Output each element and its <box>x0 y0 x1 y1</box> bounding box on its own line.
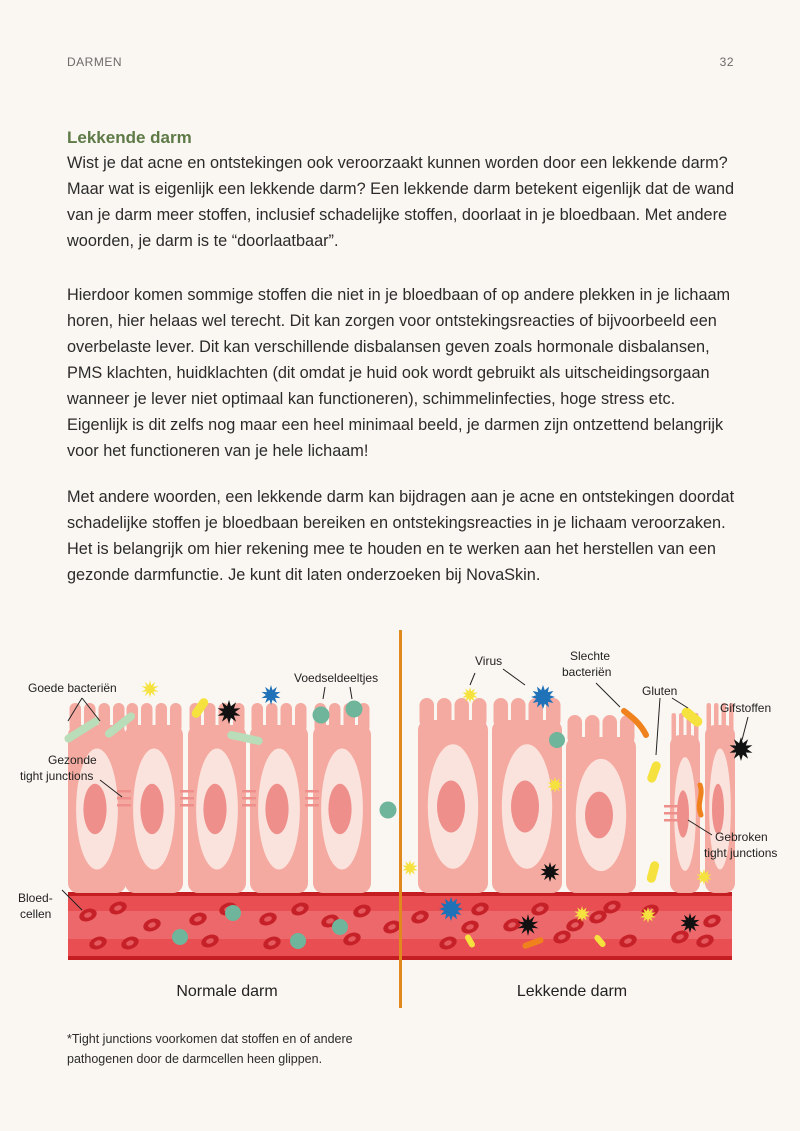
label-healthy-tj-1: Gezonde <box>48 753 97 767</box>
epithelial-cell <box>188 703 246 893</box>
epithelial-cell <box>313 703 371 893</box>
food-particle <box>290 933 306 949</box>
food-particle <box>346 701 363 718</box>
cell-nucleus <box>677 790 689 837</box>
tight-junction <box>305 790 319 793</box>
cell-nucleus <box>265 784 288 834</box>
cell-nucleus <box>83 784 106 834</box>
virus <box>262 685 281 705</box>
label-bad-bacteria-2: bacteriën <box>562 665 612 679</box>
food-particle <box>332 919 348 935</box>
tight-junction <box>180 797 194 800</box>
tight-junction <box>117 797 131 800</box>
label-gluten: Gluten <box>642 684 678 698</box>
gut-illustration <box>0 625 800 1015</box>
label-broken-tj-2: tight junctions <box>704 846 778 860</box>
page-number: 32 <box>719 55 734 69</box>
label-blood-cells-2: cellen <box>20 907 52 921</box>
tight-junction <box>305 797 319 800</box>
tight-junction <box>242 790 256 793</box>
label-bad-bacteria-1: Slechte <box>570 649 611 663</box>
leaky-gut-cells <box>418 698 735 893</box>
cell-nucleus <box>511 781 539 833</box>
paragraph-conclusion: Met andere woorden, een lekkende darm kan bijdragen aan je acne en ontstekingen doordat schadelijke stoffen je bloedbaan bereiken en ontstekingsreacties in je lichaam veroorzaken. Het is belangrijk om hier rekening mee te houden en te werken aan het herstellen van een gezonde darmfunctie. Je kunt dit laten onderzoeken bij NovaSkin. <box>67 488 735 584</box>
epithelial-cell <box>705 703 735 893</box>
footnote-line-1: *Tight junctions voorkomen dat stoffen en of andere <box>67 1032 353 1046</box>
footnote-line-2: pathogenen door de darmcellen heen glippen. <box>67 1052 323 1066</box>
gut-diagram <box>0 625 800 1015</box>
cell-nucleus <box>328 784 351 834</box>
tight-junction <box>242 804 256 807</box>
food-particle <box>225 905 241 921</box>
leader-gluten-2 <box>672 698 688 708</box>
leader-bad-bacteria <box>596 683 620 707</box>
tight-junction <box>242 797 256 800</box>
cell-nucleus <box>437 781 465 833</box>
leader-food-2 <box>350 687 352 699</box>
section-label: DARMEN <box>67 55 123 69</box>
leader-gluten-1 <box>656 698 660 755</box>
paragraph-effects: Hierdoor komen sommige stoffen die niet in je bloedbaan of op andere plekken in je lichaam horen, hier helaas wel terecht. Dit kan zorgen voor ontstekingsreacties of bijvoorbeeld een overbelaste lever. Dit kan verschillende disbalansen geven zoals hormonale disbalansen, PMS klachten, huidklachten (dit omdat je huid ook wordt gebruikt als uitscheidingsorgaan wanneer je lever niet optimaal kan functioneren), schimmelinfecties, hoge stress etc. Eigenlijk is dit zelfs nog maar een heel minimaal beeld, je darmen zijn ontzettend belangrijk voor het functioneren van je hele lichaam! <box>67 286 731 460</box>
cell-nucleus <box>585 792 613 839</box>
broken-tight-junction <box>664 805 678 808</box>
broken-tight-junction <box>664 819 678 822</box>
epithelial-cell <box>670 713 700 893</box>
cell-nucleus <box>140 784 163 834</box>
label-food-particles: Voedseldeeltjes <box>294 671 379 685</box>
leader-toxins <box>742 717 748 740</box>
tight-junction <box>180 804 194 807</box>
leader-food-1 <box>323 687 325 699</box>
yellow-particle <box>402 860 417 876</box>
epithelial-cell <box>250 703 308 893</box>
caption-leaky-gut: Lekkende darm <box>516 983 628 1000</box>
gluten-particle <box>646 760 662 784</box>
food-particle <box>172 929 188 945</box>
label-blood-cells-1: Bloed- <box>18 891 53 905</box>
section-title: Lekkende darm <box>67 128 192 147</box>
broken-tight-junction <box>664 812 678 815</box>
epithelial-cell <box>566 715 636 893</box>
paragraph-intro: Wist je dat acne en ontstekingen ook veroorzaakt kunnen worden door een lekkende darm? Maar wat is eigenlijk een lekkende darm? Een lekkende darm betekent eigenlijk dat de wand van je darm meer stoffen, inclusief schadelijke stoffen, doorlaat in je bloedbaan. Met andere woorden, je darm is te “doorlaatbaar”. <box>67 154 735 250</box>
food-particle <box>380 802 397 819</box>
tight-junction <box>117 804 131 807</box>
bad-bacterium <box>699 785 701 815</box>
tight-junction <box>180 790 194 793</box>
yellow-particle <box>141 680 158 698</box>
epithelial-cell <box>418 698 488 893</box>
food-particle <box>313 707 330 724</box>
caption-normal-gut: Normale darm <box>176 983 278 1000</box>
label-toxins: Gifstoffen <box>720 701 772 715</box>
epithelial-cell <box>125 703 183 893</box>
divider-line <box>399 630 402 1008</box>
label-healthy-tj-2: tight junctions <box>20 769 94 783</box>
cell-nucleus <box>712 784 724 834</box>
label-broken-tj-1: Gebroken <box>715 830 768 844</box>
tight-junction <box>305 804 319 807</box>
food-particle <box>549 732 565 748</box>
gluten-particle <box>646 860 660 884</box>
footnote <box>67 1029 427 1069</box>
cell-nucleus <box>203 784 226 834</box>
leader-virus-1 <box>470 673 475 685</box>
leader-virus-2 <box>503 669 525 685</box>
tight-junction <box>117 790 131 793</box>
running-head <box>67 55 734 69</box>
label-virus: Virus <box>475 654 503 668</box>
label-good-bacteria: Goede bacteriën <box>28 681 117 695</box>
epithelial-cell <box>492 698 562 893</box>
